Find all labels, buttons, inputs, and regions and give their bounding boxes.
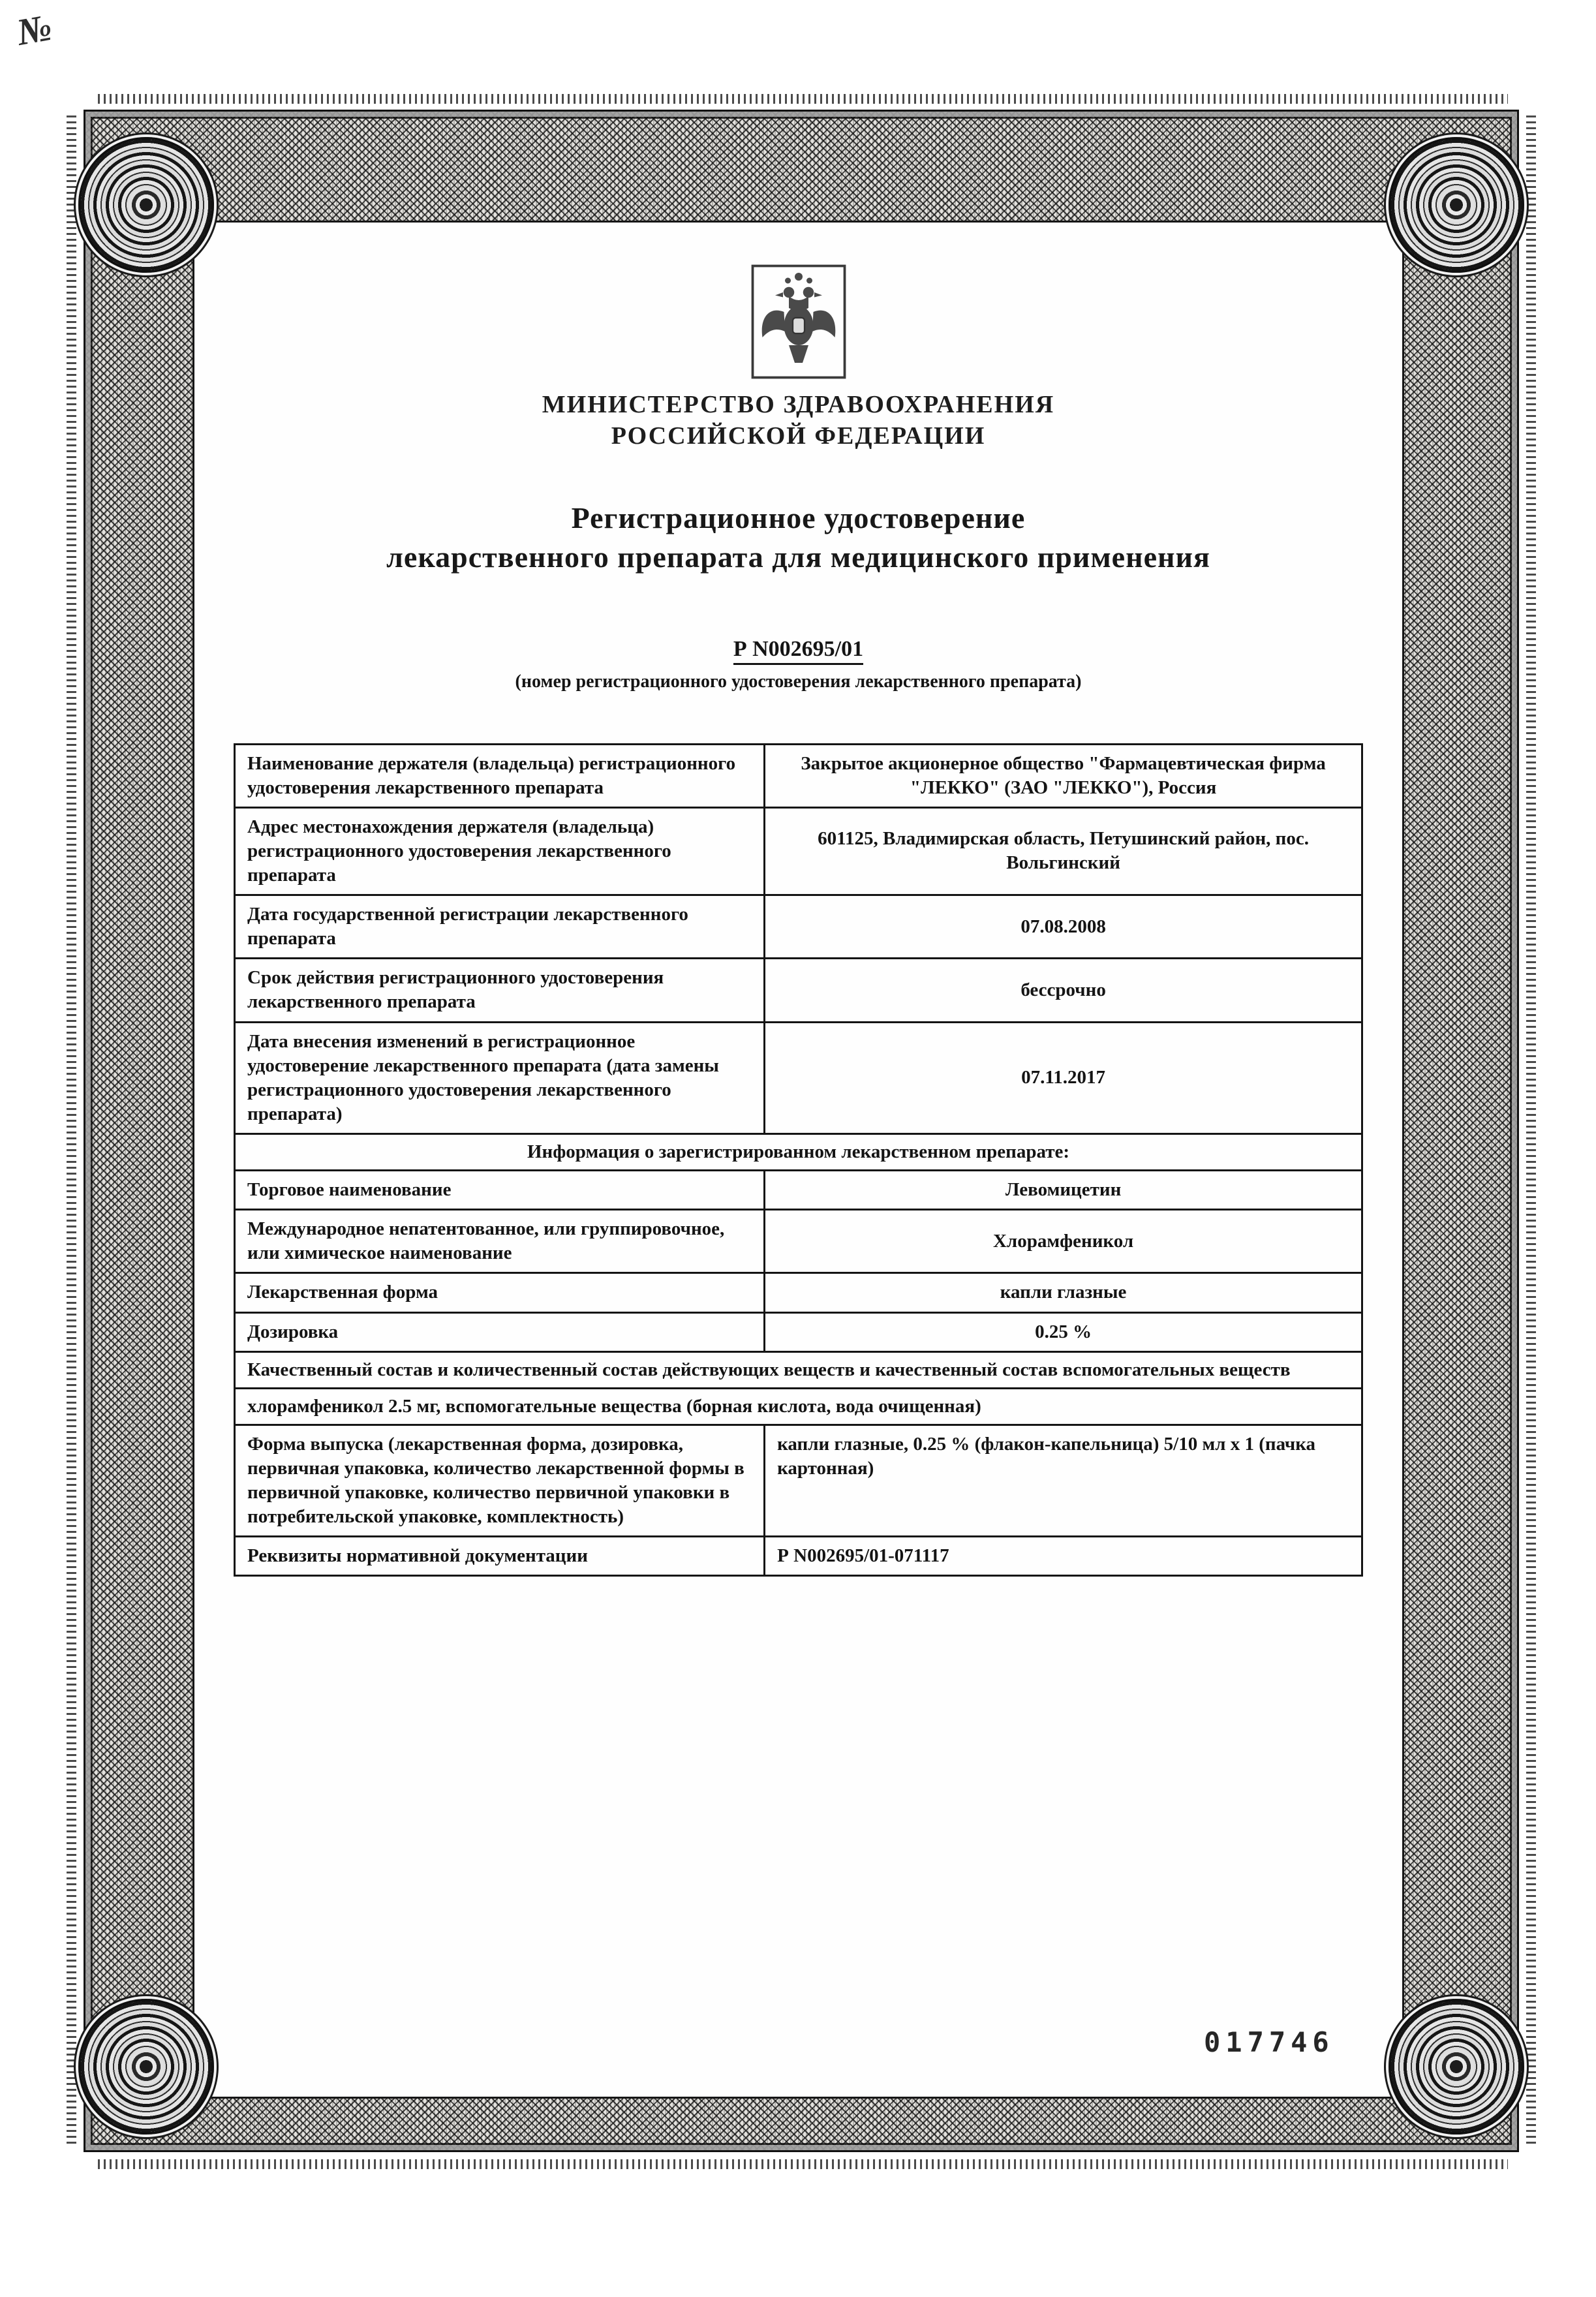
registration-number: Р N002695/01 — [733, 637, 863, 665]
row-label: Торговое наименование — [235, 1171, 765, 1210]
border-ticks-left — [67, 114, 76, 2144]
row-value: бессрочно — [765, 959, 1362, 1022]
corner-rosette-top-left — [78, 137, 214, 273]
corner-rosette-top-right — [1389, 137, 1524, 273]
row-label: Срок действия регистрационного удостоверения лекарственного препарата — [235, 959, 765, 1022]
title-line-1: Регистрационное удостоверение — [571, 501, 1026, 534]
row-label: Дозировка — [235, 1312, 765, 1351]
table-row — [235, 744, 1362, 807]
row-value: Хлорамфеникол — [765, 1210, 1362, 1273]
table-row — [235, 1273, 1362, 1312]
row-value: 0.25 % — [765, 1312, 1362, 1351]
row-label: Реквизиты нормативной документации — [235, 1537, 765, 1576]
registration-table-body — [235, 744, 1362, 1576]
table-row — [235, 1351, 1362, 1388]
row-label: Адрес местонахождения держателя (владельца) регистрационного удостоверения лекарственного препарата — [235, 807, 765, 895]
table-row — [235, 1171, 1362, 1210]
ministry-line-1: МИНИСТЕРСТВО ЗДРАВООХРАНЕНИЯ — [542, 391, 1055, 418]
row-label: Международное непатентованное, или группировочное, или химическое наименование — [235, 1210, 765, 1273]
registration-number-block — [194, 637, 1402, 665]
row-label: Форма выпуска (лекарственная форма, дозировка, первичная упаковка, количество лекарственной формы в первичной упаковке, количество первичной упаковки в потребительской упаковке, комплектность) — [235, 1425, 765, 1536]
serial-number: 017746 — [1204, 2026, 1334, 2058]
row-value: Закрытое акционерное общество "Фармацевтическая фирма "ЛЕККО" (ЗАО "ЛЕККО"), Россия — [765, 744, 1362, 807]
row-fullwidth-text: Качественный состав и количественный состав действующих веществ и качественный состав вспомогательных веществ — [235, 1351, 1362, 1388]
table-row — [235, 1537, 1362, 1576]
table-row — [235, 1134, 1362, 1171]
corner-rosette-bottom-right — [1389, 1999, 1524, 2135]
row-label: Дата государственной регистрации лекарственного препарата — [235, 895, 765, 959]
ministry-name — [194, 390, 1402, 452]
table-row — [235, 1312, 1362, 1351]
border-ticks-right — [1526, 114, 1536, 2144]
registration-number-caption: (номер регистрационного удостоверения лекарственного препарата) — [515, 671, 1082, 692]
ministry-line-2: РОССИЙСКОЙ ФЕДЕРАЦИИ — [611, 422, 986, 450]
row-label: Дата внесения изменений в регистрационное удостоверение лекарственного препарата (дата замены регистрационного удостоверения лекарственного препарата) — [235, 1022, 765, 1133]
document-body — [192, 221, 1404, 2099]
row-value: капли глазные, 0.25 % (флакон-капельница) 5/10 мл х 1 (пачка картонная) — [765, 1425, 1362, 1536]
row-fullwidth-text: Информация о зарегистрированном лекарственном препарате: — [235, 1134, 1362, 1171]
row-value: капли глазные — [765, 1273, 1362, 1312]
corner-rosette-bottom-left — [78, 1999, 214, 2135]
registration-table — [234, 743, 1363, 1577]
row-label: Лекарственная форма — [235, 1273, 765, 1312]
table-row — [235, 1210, 1362, 1273]
table-row — [235, 1425, 1362, 1536]
row-value: 07.08.2008 — [765, 895, 1362, 959]
table-row — [235, 1022, 1362, 1133]
page-title — [194, 499, 1402, 577]
row-value: 07.11.2017 — [765, 1022, 1362, 1133]
row-value: Левомицетин — [765, 1171, 1362, 1210]
table-row — [235, 1388, 1362, 1425]
table-row — [235, 895, 1362, 959]
row-fullwidth-text: хлорамфеникол 2.5 мг, вспомогательные вещества (борная кислота, вода очищенная) — [235, 1388, 1362, 1425]
row-value: Р N002695/01-071117 — [765, 1537, 1362, 1576]
title-line-2: лекарственного препарата для медицинского применения — [386, 540, 1210, 574]
border-ticks-top — [98, 94, 1508, 104]
row-label: Наименование держателя (владельца) регистрационного удостоверения лекарственного препарата — [235, 744, 765, 807]
coat-of-arms-icon — [750, 263, 848, 380]
row-value: 601125, Владимирская область, Петушинский район, пос. Вольгинский — [765, 807, 1362, 895]
table-row — [235, 959, 1362, 1022]
table-row — [235, 807, 1362, 895]
handwritten-mark: № — [13, 5, 55, 54]
border-ticks-bottom — [98, 2159, 1508, 2169]
